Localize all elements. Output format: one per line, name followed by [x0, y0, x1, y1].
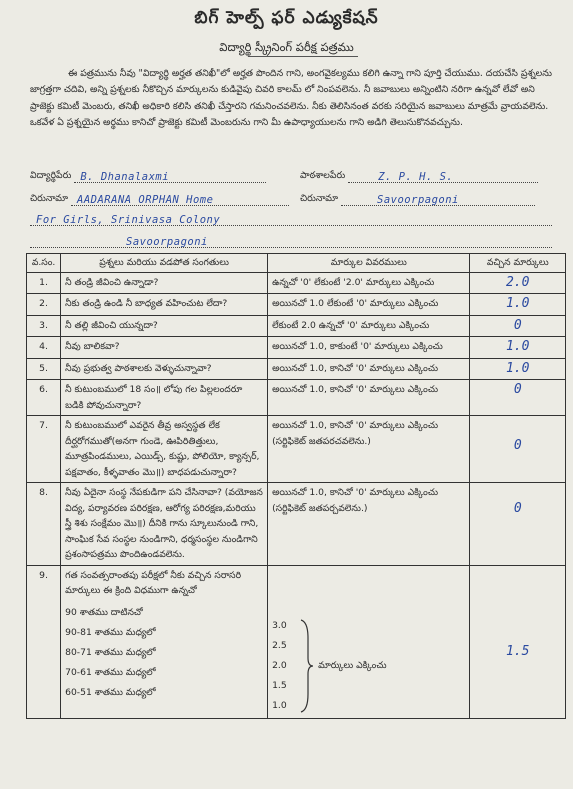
table-row [27, 416, 566, 483]
row-mark: 0 [513, 501, 522, 516]
student-name-value: B. Dhanalaxmi [80, 171, 170, 183]
header-mark-details: మార్కుల వివరములు [268, 254, 470, 273]
table-row [27, 380, 566, 416]
address-line-3-value: Savoorpagoni [126, 236, 208, 248]
row-question: నీ కుటుంబములో ఎవరైన తీవ్ర అస్వస్థత లేక దీర్ఘరోగముతో(అనగా గుండె, ఊపిరితిత్తులు, మూత్రపిండములు, ఎయిడ్స్, కుష్టు, పోలియో, క్యాన్సర్, పక్షవాతం, కీళ్ళవాతం మొ॥) బాధపడుచున్నారా? [61, 416, 268, 483]
table-row [27, 483, 566, 566]
row-details: అయినచో 1.0, కానిచో '0' మార్కులు ఎక్కించు [268, 380, 470, 416]
address-field-1[interactable] [71, 194, 289, 206]
student-name-label: విద్యార్థిపేరు [30, 170, 72, 181]
row-details: అయినచో 1.0, కాకుంటే '0' మార్కులు ఎక్కించు [268, 337, 470, 359]
row-mark: 1.5 [505, 643, 530, 659]
table-row [27, 337, 566, 359]
address-value-1: AADARANA ORPHAN Home [77, 194, 214, 206]
row-mark-cell[interactable] [470, 272, 566, 294]
grade-range: 70-61 శాతము మధ్యలో [65, 666, 156, 678]
subtitle-underline [248, 56, 358, 57]
grade-range: 60-51 శాతము మధ్యలో [65, 686, 156, 698]
row-details: అయినచో 1.0, కానిచో '0' మార్కులు ఎక్కించు (సర్టిఫికెట్ జతపరచవలెను.) [268, 416, 470, 483]
address-label: చిరునామా [30, 193, 69, 204]
school-name-row [300, 170, 538, 183]
grade-score-block [272, 568, 465, 716]
row-number: 5. [27, 358, 61, 380]
row-question: నీకు తండ్రి ఉండి నీ బాధ్యత వహించుట లేదా? [61, 294, 268, 316]
address-row-3 [30, 236, 552, 248]
row-question: నీవు ఏదైనా సంస్థ నేపకుడిగా పని చేసినావా? (వయోజన విద్య, పర్యావరణ పరిరక్షణ, ఆరోగ్య పరిరక్షణ,మరియు స్త్రీ శిశు సంక్షేమం మొ॥) దీనికి గాను స్కూలునుండి గాని, సాంఘిక సేవ సంస్థల నుండిగాని, ధర్మసంస్థల నుండిగాని ప్రశంసాపత్రము పొందిఉండవలెను. [61, 483, 268, 566]
address-field-2[interactable] [30, 214, 552, 226]
row-question: నీవు బాలికవా? [61, 337, 268, 359]
row-mark: 1.0 [505, 360, 530, 376]
grade-range: 90-81 శాతము మధ్యలో [65, 626, 156, 638]
row-number: 6. [27, 380, 61, 416]
row-details: ఉన్నచో '0' లేకుంటే '2.0' మార్కులు ఎక్కించు [268, 272, 470, 294]
form-subtitle: విద్యార్థి స్క్రీనింగ్ పరీక్ష పత్రము [219, 40, 354, 54]
row-mark-cell[interactable] [470, 358, 566, 380]
school-name-field[interactable] [348, 171, 538, 183]
row-question-cell [61, 565, 268, 718]
row-details-cell [268, 565, 470, 718]
row-number: 1. [27, 272, 61, 294]
row-mark: 0 [513, 382, 522, 397]
row-mark: 2.0 [505, 274, 530, 290]
row-question: నీ కుటుంబములో 18 సం॥ లోపు గల పిల్లలందరూ బడికి పోవుచున్నారా? [61, 380, 268, 416]
grade-range-list [65, 599, 263, 703]
student-name-row [30, 170, 266, 183]
grade-brace [298, 618, 314, 714]
row-question: నీవు ప్రభుత్వ పాఠశాలకు వెళ్ళుచున్నావా? [61, 358, 268, 380]
table-row [27, 565, 566, 718]
grade-score: 3.0 [272, 619, 287, 631]
header-marks-obtained: వచ్చిన మార్కులు [470, 254, 566, 273]
screening-table [26, 253, 566, 719]
row-question: నీ తల్లి జీవించి యున్నదా? [61, 315, 268, 337]
address-field-3[interactable] [30, 236, 552, 248]
row-question: నీ తండ్రి జీవించి ఉన్నాడా? [61, 272, 268, 294]
row-mark-cell[interactable] [470, 294, 566, 316]
address-field-1b[interactable] [341, 194, 535, 206]
row-number: 7. [27, 416, 61, 483]
row-mark: 1.0 [505, 296, 530, 311]
address-row-1b [300, 193, 535, 206]
form-title: బిగ్ హెల్ప్ ఫర్ ఎడ్యుకేషన్ [194, 8, 379, 28]
table-header-row [27, 254, 566, 273]
row-details: అయినచో 1.0 లేకుంటే '0' మార్కులు ఎక్కించు [268, 294, 470, 316]
row-details: అయినచో 1.0, కానిచో '0' మార్కులు ఎక్కించు [268, 358, 470, 380]
row-mark: 1.0 [505, 339, 530, 354]
grade-range: 90 శాతము దాటినచో [65, 606, 143, 618]
address-label-2: చిరునామా [300, 193, 339, 204]
row-mark: 0 [513, 317, 522, 333]
header-serial: వ.సం. [27, 254, 61, 273]
school-name-label: పాఠశాలపేరు [300, 170, 346, 181]
row-mark-cell[interactable] [470, 483, 566, 566]
school-name-value: Z. P. H. S. [378, 171, 454, 183]
row-details: లేకుంటే 2.0 ఉన్నచో '0' మార్కులు ఎక్కించు [268, 315, 470, 337]
table-row [27, 272, 566, 294]
address-row-2 [30, 214, 552, 226]
grade-score: 2.5 [272, 639, 287, 651]
instructions-text: ఈ పత్రమును నీవు "విద్యార్థి అర్హత తనిఖీ"లో అర్హత పొందిన గాని, అంగవైకల్యము కలిగి ఉన్నా గాని పూర్తి చేయుము. దయచేసి ప్రశ్నలను జాగ్రత్తగా చదివి, అన్ని ప్రశ్నలకు నీకొచ్చిన మార్కులను కుడివైపు చివరి కాలమ్ లో నింపవలెను. నీ జవాబులు అన్నింటిని నరిగా ఉన్నవో లేవో అని ప్రాజెక్టు కమిటీ మెంబరు, తనిఖీ అధికారి కలిసి తనిఖీ చేస్తారని గమనించవలెను. నీకు తెలిసినంత వరకు సరియైన జవాబులు మాత్రమే వ్రాయవలెను. ఒకవేళ ఏ ప్రశ్నయైన అర్థము కానిచో ప్రాజెక్టు కమిటీ మెంబరును గాని మీ ఉపాధ్యాయులను గాని అడిగి తెలుసుకొనవచ్చును. [30, 68, 553, 128]
grade-score: 2.0 [272, 659, 287, 671]
address-value-2: Savoorpagoni [377, 194, 459, 206]
grade-note: మార్కులు ఎక్కించు [318, 659, 387, 671]
row-number: 4. [27, 337, 61, 359]
instructions-paragraph [30, 66, 558, 131]
row-mark-cell[interactable] [470, 565, 566, 718]
table-row [27, 294, 566, 316]
row-details: అయినచో 1.0, కానిచో '0' మార్కులు ఎక్కించు (సర్టిఫికెట్ జతపర్చవలెను.) [268, 483, 470, 566]
address-line-2-value: For Girls, Srinivasa Colony [36, 214, 221, 226]
grade-score: 1.5 [272, 679, 287, 691]
table-row [27, 315, 566, 337]
row-number: 9. [27, 565, 61, 718]
address-row-1 [30, 193, 289, 206]
grade-score-list [272, 616, 298, 716]
grade-score: 1.0 [272, 699, 287, 711]
row-mark-cell[interactable] [470, 315, 566, 337]
table-row [27, 358, 566, 380]
student-name-field[interactable] [74, 171, 266, 183]
row-number: 2. [27, 294, 61, 316]
row-number: 8. [27, 483, 61, 566]
grade-range: 80-71 శాతము మధ్యలో [65, 646, 156, 658]
row-number: 3. [27, 315, 61, 337]
header-questions: ప్రశ్నలు మరియు వడపోత సంగతులు [61, 254, 268, 273]
row-mark-cell[interactable] [470, 416, 566, 483]
row-mark-cell[interactable] [470, 380, 566, 416]
row-mark: 0 [513, 438, 522, 453]
row-mark-cell[interactable] [470, 337, 566, 359]
row-question: గత సంవత్సరాంతపు పరీక్షలో నీకు వచ్చిన సరాసరి మార్కులు ఈ క్రింది విధముగా ఉన్నచో [65, 569, 242, 596]
